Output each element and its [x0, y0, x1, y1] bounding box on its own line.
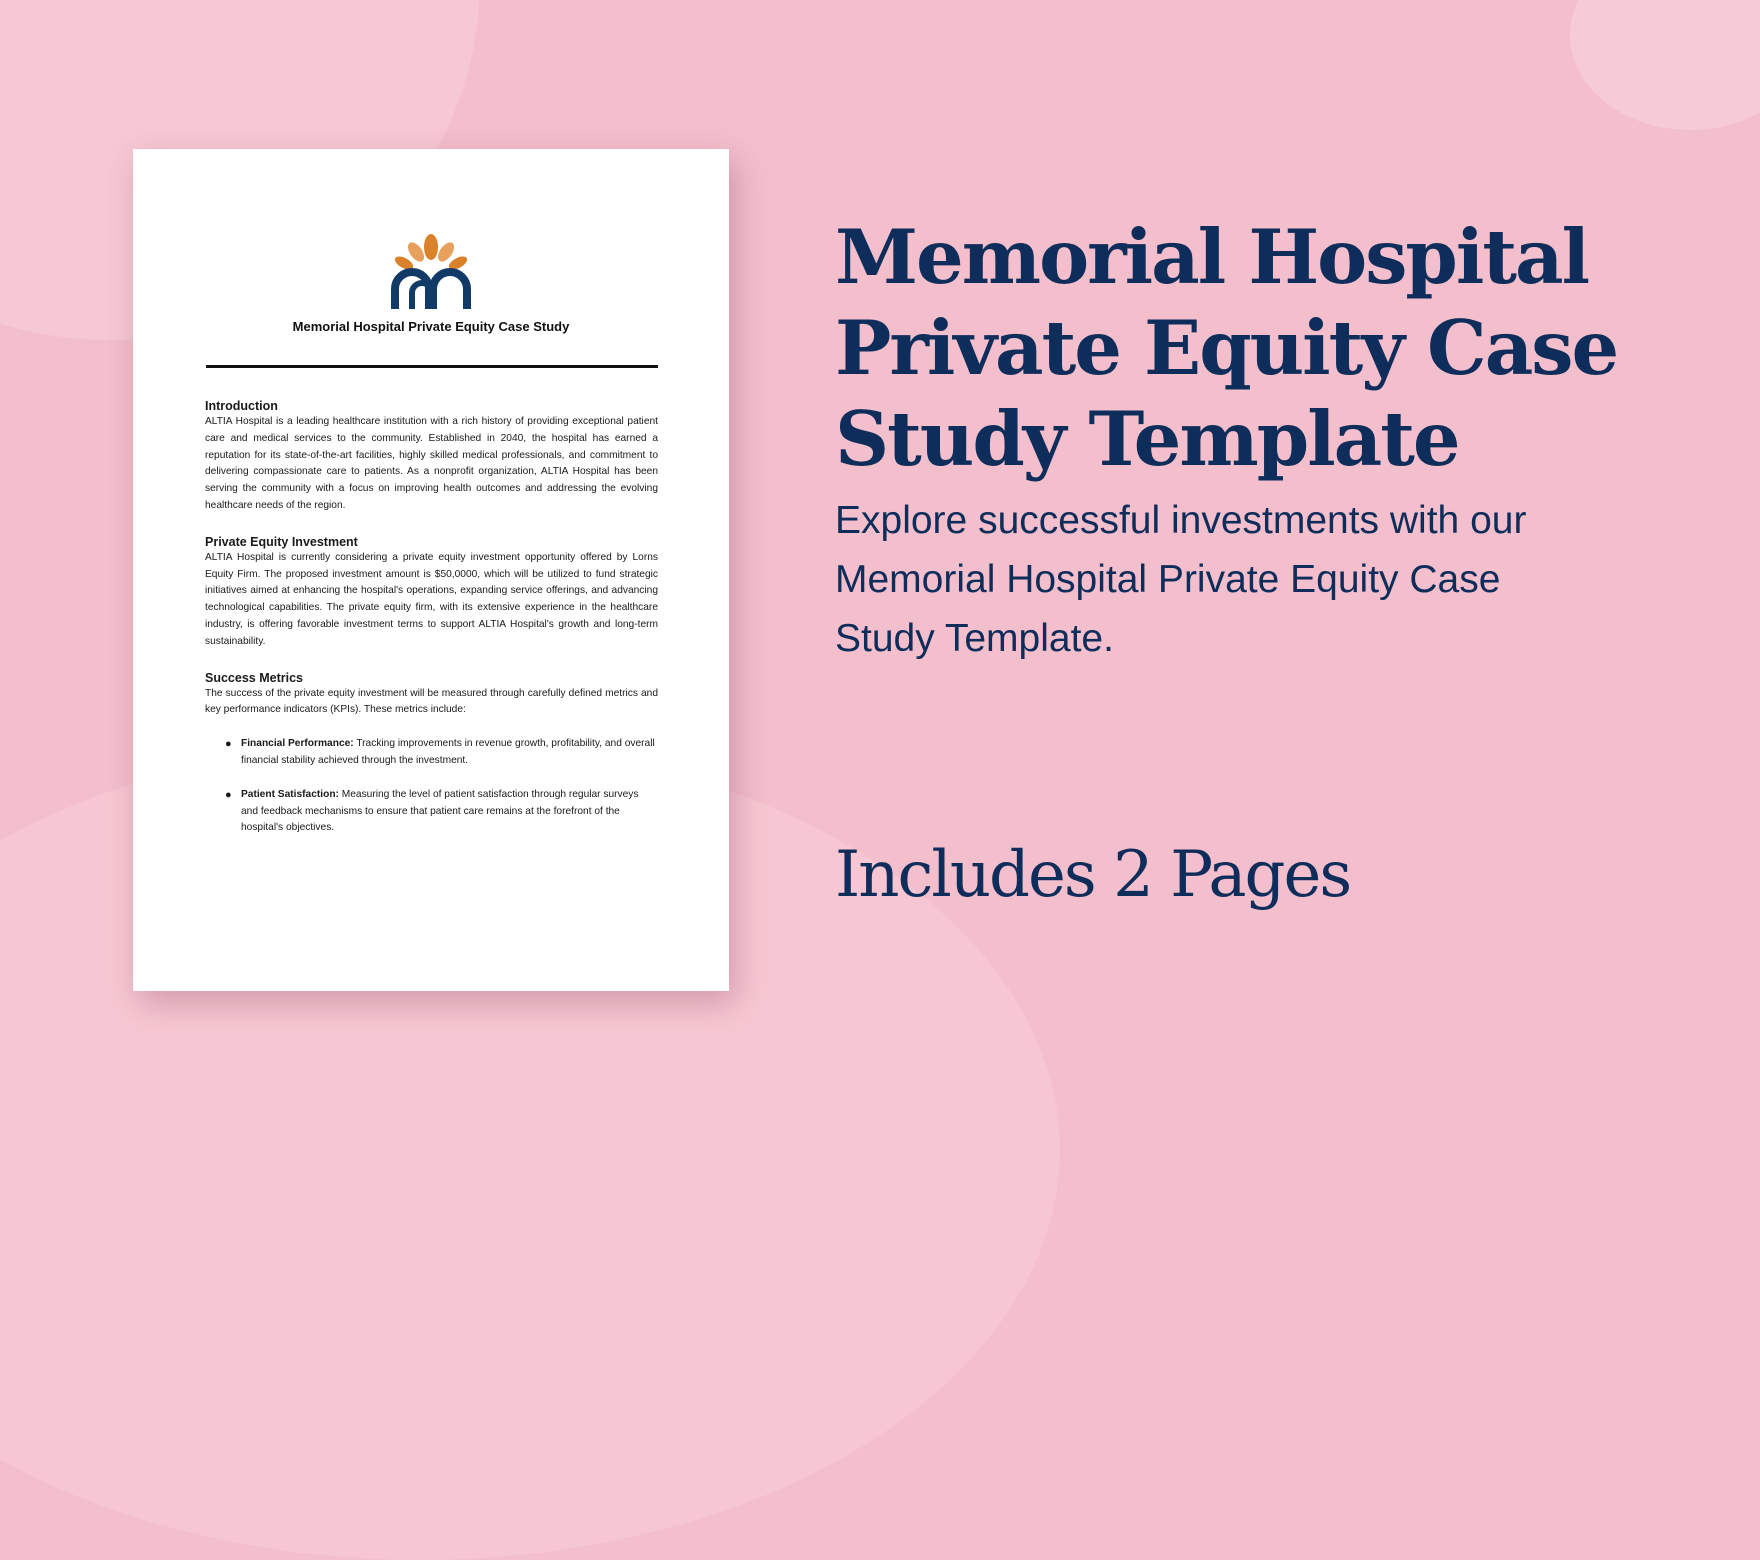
- hero-title-line: Private Equity Case: [835, 304, 1618, 392]
- background-blob: [1570, 0, 1760, 130]
- metric-list-item: [205, 736, 658, 770]
- page-count-label: Includes 2 Pages: [835, 838, 1351, 912]
- section-heading: Private Equity Investment: [205, 534, 358, 549]
- section-text: The success of the private equity investment will be measured through carefully defined metrics and key performance indicators (KPIs). These metrics include:: [205, 687, 658, 716]
- bullet-icon: ●: [225, 738, 232, 751]
- section-private-equity-investment: [205, 534, 658, 651]
- hero-subtitle: Explore successful investments with our Memorial Hospital Private Equity Case Study Template.: [835, 499, 1527, 660]
- bullet-icon: ●: [225, 788, 232, 801]
- hero-text: [835, 212, 1715, 668]
- section-heading: Success Metrics: [205, 670, 303, 685]
- document-body: [205, 398, 658, 837]
- section-text: ALTIA Hospital is currently considering a private equity investment opportunity offered by Lorns Equity Firm. The proposed investment amount is $50,0000, which will be utilized to fund strategic initiatives aimed at enhancing the hospital's operations, expanding service offerings, and advancing technological capabilities. The private equity firm, with its extensive experience in the healthcare industry, is offering favorable investment terms to support ALTIA Hospital's growth and long-term sustainability.: [205, 551, 658, 647]
- section-heading: Introduction: [205, 399, 278, 413]
- metric-text: Measuring the level of patient satisfaction through regular surveys and feedback mechanisms to ensure that patient care remains at the forefront of the hospital's objectives.: [241, 788, 639, 834]
- section-introduction: [205, 398, 658, 515]
- document-title: Memorial Hospital Private Equity Case Study: [292, 319, 570, 334]
- title-divider: [206, 365, 658, 368]
- document-preview: [133, 149, 729, 991]
- metric-list-item: [205, 787, 658, 837]
- metric-text: Tracking improvements in revenue growth, profitability, and overall financial stability achieved through the investment.: [241, 738, 655, 766]
- metric-label: Financial Performance:: [241, 738, 354, 750]
- section-text: ALTIA Hospital is a leading healthcare institution with a rich history of providing exceptional patient care and medical services to the community. Established in 2040, the hospital has earned a reputation for its state-of-the-art facilities, highly skilled medical professionals, and commitment to delivering compassionate care to patients. As a nonprofit organization, ALTIA Hospital has been serving the community with a focus on improving health outcomes and addressing the evolving healthcare needs of the region.: [205, 416, 658, 511]
- metric-label: Patient Satisfaction:: [241, 788, 339, 800]
- hero-title: [835, 212, 1715, 485]
- hero-title-line: Memorial Hospital: [835, 213, 1589, 301]
- hospital-logo-icon: [385, 233, 477, 311]
- section-success-metrics: [205, 670, 658, 720]
- hero-title-line: Study Template: [835, 395, 1459, 483]
